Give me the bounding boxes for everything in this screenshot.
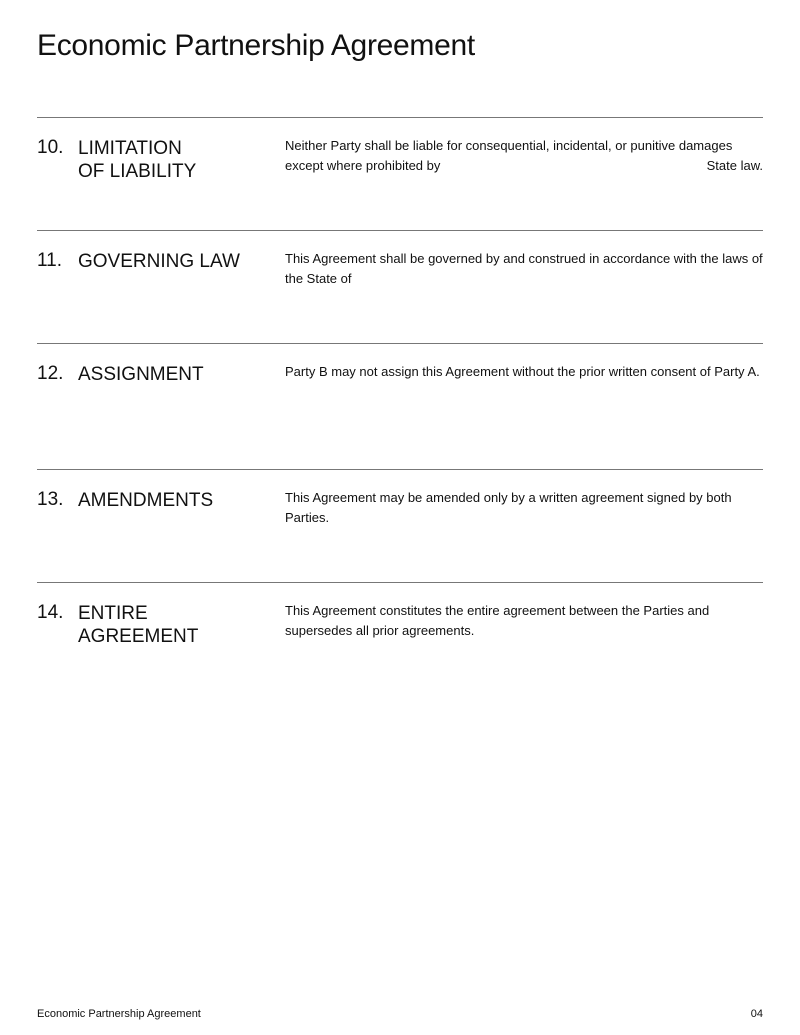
section-heading: AMENDMENTS bbox=[78, 490, 214, 511]
section-number: 14. bbox=[37, 602, 64, 623]
section-heading: ENTIRE AGREEMENT bbox=[78, 603, 199, 647]
section-heading: ASSIGNMENT bbox=[78, 364, 204, 385]
section-text: Party B may not assign this Agreement without the prior written consent of Party A. bbox=[285, 364, 760, 379]
section-12 bbox=[37, 343, 763, 385]
section-text: This Agreement may be amended only by a written agreement signed by both Parties. bbox=[285, 490, 732, 525]
section-text-main: Neither Party shall be liable for consequential, incidental, or punitive damages except where prohibited by bbox=[285, 138, 733, 173]
section-number: 11. bbox=[37, 250, 63, 271]
heading-line: LIMITATION bbox=[78, 138, 182, 159]
section-text bbox=[285, 136, 763, 176]
section-text: This Agreement shall be governed by and construed in accordance with the laws of the State of bbox=[285, 251, 763, 286]
section-14 bbox=[37, 582, 763, 647]
document-title: Economic Partnership Agreement bbox=[37, 29, 475, 62]
section-10 bbox=[37, 117, 763, 182]
section-number: 10. bbox=[37, 137, 64, 158]
section-13 bbox=[37, 469, 763, 525]
page-number: 04 bbox=[750, 1008, 763, 1020]
section-number: 12. bbox=[37, 363, 64, 384]
section-number: 13. bbox=[37, 489, 64, 510]
section-heading: GOVERNING LAW bbox=[78, 251, 240, 272]
section-text: This Agreement constitutes the entire agreement between the Parties and supersedes all prior agreements. bbox=[285, 603, 710, 638]
section-11 bbox=[37, 230, 763, 286]
footer-title: Economic Partnership Agreement bbox=[37, 1008, 201, 1020]
section-text-tail: State law. bbox=[706, 158, 763, 173]
section-heading bbox=[78, 137, 268, 183]
heading-line: OF LIABILITY bbox=[78, 161, 197, 182]
